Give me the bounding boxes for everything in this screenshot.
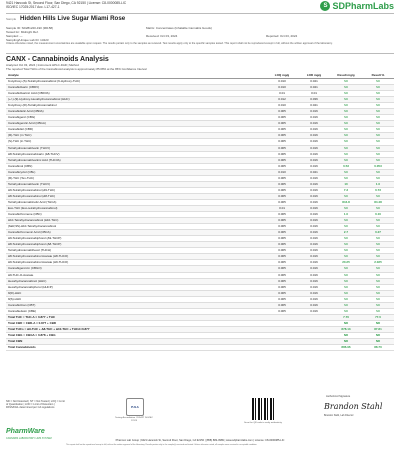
result-pct-cell: ND [362, 308, 394, 314]
result-mg-cell: 0.53 [330, 163, 362, 169]
lod-cell: 0.016 [298, 224, 330, 230]
loq-cell: 0.005 [266, 163, 298, 169]
lod-cell: 0.016 [298, 248, 330, 254]
loq-cell: 0.005 [266, 230, 298, 236]
loq-cell: 0.005 [266, 296, 298, 302]
result-pct-cell: ND [362, 284, 394, 290]
result-mg-cell: ND [330, 224, 362, 230]
analyte-cell: Cannabidiolic Acid (CBDA) [6, 109, 266, 115]
result-pct-cell: 0.73 [362, 187, 394, 193]
lod-cell: 0.016 [298, 302, 330, 308]
analyte-cell: Cannabielsoin (CBE) [6, 308, 266, 314]
loq-cell: 0.010 [266, 85, 298, 91]
result-mg-cell: ND [330, 127, 362, 133]
col-result-mg: Result mg/g [330, 72, 362, 79]
analyte-cell: (6aR,9S)-Δ10-Tetrahydrocannabinol [6, 224, 266, 230]
result-pct-cell: ND [362, 115, 394, 121]
lod-cell: 0.041 [298, 79, 330, 85]
result-mg-cell: 886.96 [330, 345, 362, 351]
result-pct-cell: ND [362, 278, 394, 284]
result-pct-cell: ND [362, 157, 394, 163]
result-mg-cell: 878.13 [330, 326, 362, 332]
loq-cell: 0.010 [266, 169, 298, 175]
result-pct-cell: ND [362, 145, 394, 151]
lod-cell: 0.016 [298, 115, 330, 121]
lod-cell: 0.016 [298, 157, 330, 163]
lab-logo [320, 0, 394, 11]
lod-cell: 0.01 [298, 91, 330, 97]
loq-cell: 0.005 [266, 199, 298, 205]
badge-caption: Testing Accreditation #105427 ISO/IEC 17025 [115, 417, 153, 422]
analyte-cell: Hexahydrocannabinol (HHC) [6, 278, 266, 284]
analyte-cell: Tetrahydrocannabivarinic Acid (THCVA) [6, 157, 266, 163]
analyte-cell: Δ8-Tetrahydrocannabiphorol (Δ8-THCP) [6, 242, 266, 248]
analyte-cell: Tetrahydrocannabihexol (THCH) [6, 248, 266, 254]
loq-cell: 0.005 [266, 290, 298, 296]
loq-cell: 0.010 [266, 103, 298, 109]
pharmware-tagline: CANNABIS LABORATORY LIMS SYSTEM [6, 437, 52, 440]
result-pct-cell: 2.025 [362, 260, 394, 266]
analyte-cell: Cannabidivarin (CBDV) [6, 85, 266, 91]
loq-cell: 0.005 [266, 121, 298, 127]
analyte-cell: Tetrahydrocannabinolic Acid (THCA) [6, 199, 266, 205]
analyte-cell: Cannabigerol (CBG) [6, 115, 266, 121]
col-analyte: Analyte [6, 72, 266, 79]
result-mg-cell: ND [330, 278, 362, 284]
table-body [6, 79, 394, 351]
sample-matrix: Matrix: Concentrates (Inhalable Cannabis Goods) [146, 26, 212, 30]
lod-cell: 0.016 [298, 163, 330, 169]
result-mg-cell: 1.0 [330, 212, 362, 218]
signatory-name: Brandon Stahl, Lab Director [324, 414, 354, 417]
lod-cell: 0.016 [298, 109, 330, 115]
loq-cell: 0.005 [266, 181, 298, 187]
result-mg-cell: ND [330, 254, 362, 260]
lod-cell: 0.016 [298, 205, 330, 211]
lod-cell: 0.016 [298, 272, 330, 278]
unique-id: Sampling/Unique Lab ID: 13423 [6, 38, 49, 42]
result-mg-cell: ND [330, 266, 362, 272]
received-date: Received: Oct 03, 2024 [146, 34, 178, 38]
result-mg-cell: ND [330, 157, 362, 163]
cannabinoid-table [6, 72, 394, 351]
loq-cell: 0.005 [266, 157, 298, 163]
result-mg-cell: ND [330, 308, 362, 314]
result-pct-cell: ND [362, 193, 394, 199]
result-pct-cell: ND [362, 224, 394, 230]
result-pct-cell: ND [362, 133, 394, 139]
result-pct-cell: ND [362, 290, 394, 296]
analyte-cell: (+/-)-(9)-Hydroxy-Hexahydrocannabinol (HHC) [6, 97, 266, 103]
analyte-cell: Tetrahydrocannabivarin (THCV) [6, 181, 266, 187]
result-mg-cell: ND [330, 248, 362, 254]
result-mg-cell: 7.70 [330, 314, 362, 320]
footer-contact: Pharmco Lab Group | 9421 Hancock St, Second Floor, San Diego, CA 92150 | (858) 882-0989 | www.sdpharmlabs.com | License: C8-0000085-LIC [115, 439, 285, 442]
loq-cell: 0.012 [266, 97, 298, 103]
result-pct-cell: ND [362, 248, 394, 254]
result-mg-cell: ND [330, 242, 362, 248]
loq-cell: 0.005 [266, 187, 298, 193]
analyte-cell: 9(S)-HHC [6, 296, 266, 302]
analyte-cell: Cannabichromene (CBC) [6, 212, 266, 218]
result-mg-cell: ND [330, 151, 362, 157]
lod-cell: 0.016 [298, 187, 330, 193]
lod-cell: 0.016 [298, 284, 330, 290]
analyte-cell: Δ10-Tetrahydrocannabinol (Δ10-THC) [6, 218, 266, 224]
analyte-cell: Cannabinol (CBN) [6, 163, 266, 169]
analyte-cell: Δ9-Tetrahydrocannabiphorol (Δ9-THCP) [6, 236, 266, 242]
analyte-cell: Cannabigerolic Acid (CBGA) [6, 121, 266, 127]
accreditation-badge-icon [126, 398, 144, 416]
sample-label: Sample [6, 17, 17, 21]
lod-cell: 0.041 [298, 103, 330, 109]
pharmware-logo: PharmWare [6, 428, 45, 435]
sample-meta [6, 26, 394, 42]
lod-cell: 0.016 [298, 151, 330, 157]
lab-address [6, 1, 126, 9]
result-pct-cell: ND [362, 109, 394, 115]
analyte-cell: 9-Hydroxy-(R)-Tetrahydrocannabinol [6, 103, 266, 109]
badge-text: PJLA [131, 405, 139, 409]
result-pct-cell: ND [362, 121, 394, 127]
lod-cell: 0.016 [298, 254, 330, 260]
result-mg-cell: ND [330, 290, 362, 296]
lod-cell: 0.016 [298, 260, 330, 266]
loq-cell: 0.005 [266, 236, 298, 242]
result-mg-cell: 844.8 [330, 199, 362, 205]
result-pct-cell: ND [362, 205, 394, 211]
analyte-cell: Exo-THC (Exo-tetrahydrocannabinol) [6, 205, 266, 211]
result-pct-cell: 1.0 [362, 181, 394, 187]
loq-cell: 0.005 [266, 212, 298, 218]
signature-label: Authorized Signature [326, 395, 351, 398]
analyte-cell: Hexahydrocannabiphorol (HHCP) [6, 284, 266, 290]
result-pct-cell: 87.81 [362, 326, 394, 332]
loq-cell: 0.005 [266, 139, 298, 145]
result-mg-cell: ND [330, 320, 362, 326]
footer-fineprint: This report shall not be reproduced except in full, without the written approval of the laboratory. Results pertain only to the sample(s) received and tested. Unless otherwise noted, all samples were received in acceptable condition. [66, 444, 258, 446]
divider [6, 53, 394, 54]
result-mg-cell: ND [330, 97, 362, 103]
lod-cell: 0.016 [298, 139, 330, 145]
analyte-cell: Δ8-Tetrahydrocannabivarin (Δ8-THCV) [6, 151, 266, 157]
analyte-cell: Tetrahydrocannabivarin (THCV) [6, 145, 266, 151]
result-pct-cell: 0.053 [362, 163, 394, 169]
disclaimer: Unless otherwise noted, the measurement uncertainties are available upon request. The results pertain only to the samples as received. Test results apply only to the specific samples tested. This report shall not be reproduced except in full, without the written approval of the laboratory. [6, 42, 333, 45]
analyte-cell: Total THC = THC-A × 0.877 + THC [6, 314, 266, 320]
analyte-cell: Cannabidiol (CBD) [6, 127, 266, 133]
result-pct-cell: 0.27 [362, 230, 394, 236]
loq-cell: 0.005 [266, 218, 298, 224]
loq-cell: 0.005 [266, 115, 298, 121]
logo-icon: S [320, 1, 330, 11]
analyte-cell: Cannabichromenic Acid (CBCA) [6, 230, 266, 236]
result-mg-cell: ND [330, 103, 362, 109]
result-pct-cell: ND [362, 339, 394, 345]
analyte-cell: Cannabidivarinic Acid (CBDVA) [6, 91, 266, 97]
loq-cell: 0.005 [266, 133, 298, 139]
loq-cell: 0.005 [266, 109, 298, 115]
result-pct-cell: ND [362, 139, 394, 145]
analyte-cell: Total CBD = CBD-A × 0.877 + CBD [6, 320, 266, 326]
analyte-cell: (R)-THC (in THC) [6, 133, 266, 139]
result-pct-cell: ND [362, 91, 394, 97]
loq-cell: 0.005 [266, 242, 298, 248]
result-mg-cell: ND [330, 193, 362, 199]
result-pct-cell: ND [362, 254, 394, 260]
analyte-cell: 9(R)-HHC [6, 290, 266, 296]
footer-legend: ND = Not Detected | NT = Not Tested | LOQ = Limit of Quantitation | LOD = Limit of Detection | PASS/FAIL determined per CA regulations [6, 400, 65, 410]
loq-cell: 0.010 [266, 79, 298, 85]
lod-cell: 0.016 [298, 121, 330, 127]
loq-cell: 0.005 [266, 248, 298, 254]
loq-cell: 0.005 [266, 175, 298, 181]
analyte-cell: Cannabigerorcin (CBGO) [6, 266, 266, 272]
loq-cell [266, 345, 298, 351]
result-pct-cell: 88.70 [362, 345, 394, 351]
result-pct-cell: ND [362, 218, 394, 224]
loq-cell: 0.005 [266, 254, 298, 260]
section-title: CANX - Cannabinoids Analysis [6, 56, 109, 63]
logo-text: SDPharmLabs [332, 0, 394, 11]
result-mg-cell: ND [330, 339, 362, 345]
result-pct-cell: ND [362, 296, 394, 302]
loq-cell: 0.005 [266, 266, 298, 272]
result-mg-cell: ND [330, 109, 362, 115]
address-line: 9421 Hancock St, Second Floor, San Diego, CA 92150 | License: C8-0000085-LIC [6, 1, 127, 5]
col-result-pct: Result % [362, 72, 394, 79]
analyte-cell: Δ9-Tetrahydrocannabinol Acetate (Δ9-THCO) [6, 260, 266, 266]
result-mg-cell: ND [330, 332, 362, 338]
result-pct-cell: ND [362, 242, 394, 248]
qr-caption: Scan the QR code to verify authenticity [244, 422, 282, 424]
loq-cell: 0.005 [266, 284, 298, 290]
result-mg-cell: ND [330, 272, 362, 278]
lod-cell: 0.016 [298, 230, 330, 236]
qr-code-icon[interactable] [252, 398, 274, 420]
result-mg-cell: 2.7 [330, 230, 362, 236]
report-footer [6, 392, 394, 452]
loq-cell: 0.005 [266, 151, 298, 157]
result-mg-cell: ND [330, 91, 362, 97]
lod-cell: 0.036 [298, 97, 330, 103]
lod-cell: 0.016 [298, 242, 330, 248]
sample-name: Hidden Hills Live Sugar Miami Rose [20, 15, 126, 22]
result-pct-cell: ND [362, 127, 394, 133]
loq-cell: 0.005 [266, 193, 298, 199]
analyte-cell: (R)-THC (Tex-THC) [6, 175, 266, 181]
result-mg-cell: ND [330, 79, 362, 85]
iso-line: ISO/IEC 17025:2017 Acc. L17-427-1 [6, 5, 60, 9]
report-header [0, 0, 400, 13]
lod-cell: 0.016 [298, 133, 330, 139]
result-mg-cell: ND [330, 121, 362, 127]
lod-cell: 0.016 [298, 278, 330, 284]
result-mg-cell: ND [330, 205, 362, 211]
lod-cell: 0.016 [298, 199, 330, 205]
analysis-line: Analyzed Oct 03, 2024 | Instrument HPLC-DAD | Method [6, 63, 79, 67]
analysis-note: The reported Total THCs of the Cannabinoid analysis is approximately 85.68% at the 95% Confidence Interval [6, 66, 147, 71]
analyte-cell: Total CBG = CBGA × 0.878 + CBG [6, 332, 266, 338]
result-pct-cell: ND [362, 97, 394, 103]
signature: Brandon Stahl [324, 402, 383, 411]
tested-for: Tested for: Midnight Ref. [6, 30, 39, 34]
result-mg-cell: ND [330, 115, 362, 121]
divider [6, 13, 394, 14]
result-pct-cell: ND [362, 85, 394, 91]
result-pct-cell: ND [362, 266, 394, 272]
analyte-cell: Δ8-Tetrahydrocannabinol (Δ8-THC) [6, 193, 266, 199]
result-pct-cell: ND [362, 332, 394, 338]
loq-cell: 0.005 [266, 260, 298, 266]
result-mg-cell: ND [330, 145, 362, 151]
result-mg-cell: 10 [330, 181, 362, 187]
result-mg-cell: ND [330, 284, 362, 290]
lod-cell: 0.041 [298, 169, 330, 175]
result-pct-cell: ND [362, 79, 394, 85]
lod-cell: 0.016 [298, 127, 330, 133]
lod-cell: 0.016 [298, 212, 330, 218]
result-pct-cell: ND [362, 272, 394, 278]
result-mg-cell: ND [330, 296, 362, 302]
result-mg-cell: ND [330, 175, 362, 181]
lod-cell: 0.016 [298, 236, 330, 242]
loq-cell: 0.005 [266, 272, 298, 278]
analyte-cell: Δ8-Tetrahydrocannabinol Acetate (Δ8-THCO) [6, 254, 266, 260]
lod-cell: 0.016 [298, 175, 330, 181]
sampled-date: Sampled: — [6, 34, 23, 38]
sample-id: Sample ID: SD281220-190 (96158) [6, 26, 54, 30]
loq-cell: 0.005 [266, 278, 298, 284]
lod-cell: 0.016 [298, 296, 330, 302]
result-pct-cell: 77.0 [362, 314, 394, 320]
col-lod: LOD mg/g [298, 72, 330, 79]
lod-cell: 0.016 [298, 290, 330, 296]
loq-cell: 0.005 [266, 145, 298, 151]
loq-cell: 0.005 [266, 224, 298, 230]
result-mg-cell: 7.3 [330, 187, 362, 193]
result-mg-cell: ND [330, 133, 362, 139]
lod-cell: 0.016 [298, 145, 330, 151]
loq-cell: 0.005 [266, 308, 298, 314]
lod-cell: 0.016 [298, 181, 330, 187]
loq-cell: 0.005 [266, 302, 298, 308]
total-row [6, 345, 394, 351]
loq-cell: 0.01 [266, 91, 298, 97]
result-pct-cell: 84.48 [362, 199, 394, 205]
analyte-cell: (S)-THC (in THC) [6, 139, 266, 145]
result-pct-cell: ND [362, 236, 394, 242]
result-pct-cell: ND [362, 175, 394, 181]
result-pct-cell: ND [362, 302, 394, 308]
analyte-cell: Total THCs = Δ9-THC + Δ8-THC + Δ10-THC + THCA×0.877 [6, 326, 266, 332]
analyte-cell: 9-Hydroxy-(S)-Tetrahydrocannabinol (9-Hydroxy-THC) [6, 79, 266, 85]
result-mg-cell: ND [330, 169, 362, 175]
result-pct-cell: ND [362, 320, 394, 326]
lod-cell [298, 345, 330, 351]
result-pct-cell: ND [362, 103, 394, 109]
result-pct-cell: 0.10 [362, 212, 394, 218]
lod-cell: 0.016 [298, 266, 330, 272]
result-mg-cell: ND [330, 302, 362, 308]
section-info [6, 64, 147, 71]
analyte-cell: Δ9-Tetrahydrocannabinol (Δ9-THC) [6, 187, 266, 193]
loq-cell: 0.01 [266, 205, 298, 211]
lod-cell: 0.016 [298, 218, 330, 224]
result-mg-cell: 20.25 [330, 260, 362, 266]
analyte-cell: Δ9-THC-O-Acetate [6, 272, 266, 278]
analyte-cell: Cannabicitran (CBT) [6, 302, 266, 308]
analyte-cell: Cannabicyclol (CBL) [6, 169, 266, 175]
result-mg-cell: ND [330, 85, 362, 91]
lod-cell: 0.016 [298, 308, 330, 314]
reported-date: Reported: Oct 03, 2024 [266, 34, 298, 38]
col-loq: LOQ mg/g [266, 72, 298, 79]
lod-cell: 0.041 [298, 85, 330, 91]
result-pct-cell: ND [362, 151, 394, 157]
result-pct-cell: ND [362, 169, 394, 175]
analyte-cell: Total CBN [6, 339, 266, 345]
result-mg-cell: ND [330, 236, 362, 242]
result-mg-cell: ND [330, 139, 362, 145]
result-mg-cell: ND [330, 218, 362, 224]
lod-cell: 0.016 [298, 193, 330, 199]
analyte-cell: Total Cannabinoids [6, 345, 266, 351]
loq-cell: 0.005 [266, 127, 298, 133]
